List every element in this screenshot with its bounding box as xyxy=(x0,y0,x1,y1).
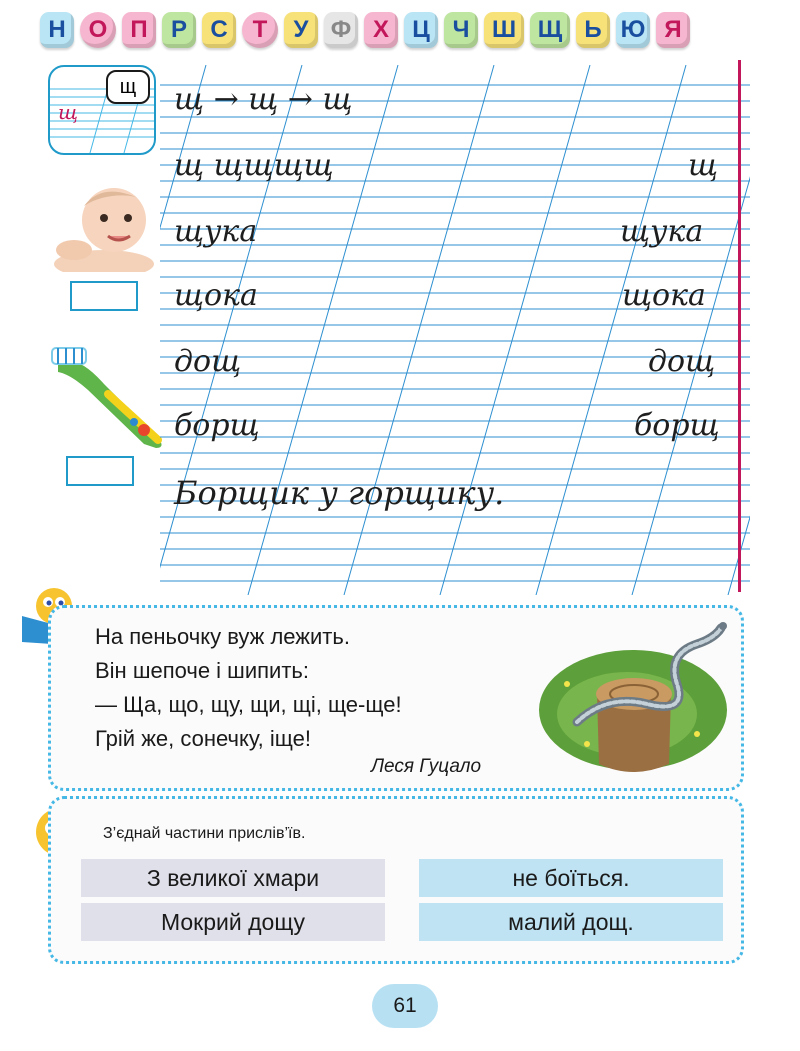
letter-tile: О xyxy=(80,12,116,48)
letter-tile: Т xyxy=(242,12,278,48)
proverb-part-left-2[interactable]: Мокрий дощу xyxy=(81,903,385,941)
answer-box-1[interactable] xyxy=(70,281,138,311)
letter-tile: Ц xyxy=(404,12,438,48)
letter-tile: Ь xyxy=(576,12,610,48)
script-row-4-right: щока xyxy=(622,278,706,313)
copybook-lines xyxy=(160,65,750,595)
proverb-part-right-2[interactable]: малий дощ. xyxy=(419,903,723,941)
letter-tile: Ф xyxy=(324,12,358,48)
letter-tile: У xyxy=(284,12,318,48)
task-panel xyxy=(48,796,744,964)
poem-line: Грій же, сонечку, іще! xyxy=(95,726,311,751)
script-row-3-right: щука xyxy=(620,214,704,249)
script-row-5-right: дощ xyxy=(648,344,716,379)
snake-on-stump-picture xyxy=(537,614,731,780)
answer-box-2[interactable] xyxy=(66,456,134,486)
poem-panel xyxy=(48,605,744,791)
toothbrush-picture xyxy=(48,344,172,450)
sample-script-letter: щ xyxy=(58,100,79,124)
script-row-4-left: щока xyxy=(174,278,258,313)
letter-tile: С xyxy=(202,12,236,48)
proverb-part-right-1[interactable]: не боїться. xyxy=(419,859,723,897)
poem-author: Леся Гуцало xyxy=(371,756,482,777)
script-row-2-left: щ щщщщ xyxy=(174,148,334,183)
letter-tile: Щ xyxy=(530,12,570,48)
script-row-7: Борщик у горщику. xyxy=(174,474,505,512)
poem-text xyxy=(95,620,402,756)
letter-tile: Р xyxy=(162,12,196,48)
letter-tile: Ю xyxy=(616,12,650,48)
poem-line: На пеньочку вуж лежить. xyxy=(95,624,350,649)
poem-line: Він шепоче і шипить: xyxy=(95,658,309,683)
task-title: З’єднай частини прислів’їв. xyxy=(103,825,306,842)
script-row-6-left: борщ xyxy=(174,408,260,443)
script-row-3-left: щука xyxy=(174,214,258,249)
letter-tile: Я xyxy=(656,12,690,48)
alphabet-strip xyxy=(40,12,760,62)
letter-tile: Ш xyxy=(484,12,524,48)
proverb-part-left-1[interactable]: З великої хмари xyxy=(81,859,385,897)
script-row-1: щ → щ → щ xyxy=(174,82,353,117)
margin-line xyxy=(738,60,741,592)
letter-tile: Х xyxy=(364,12,398,48)
poem-line: — Ща, що, щу, щи, щі, ще-ще! xyxy=(95,692,402,717)
letter-tile: Ч xyxy=(444,12,478,48)
letter-badge: щ xyxy=(106,70,150,104)
script-row-2-right: щ xyxy=(688,148,719,183)
page-number: 61 xyxy=(372,984,438,1028)
letter-tile: П xyxy=(122,12,156,48)
letter-tile: Н xyxy=(40,12,74,48)
baby-picture xyxy=(52,178,156,272)
script-row-5-left: дощ xyxy=(174,344,242,379)
script-row-6-right: борщ xyxy=(634,408,720,443)
